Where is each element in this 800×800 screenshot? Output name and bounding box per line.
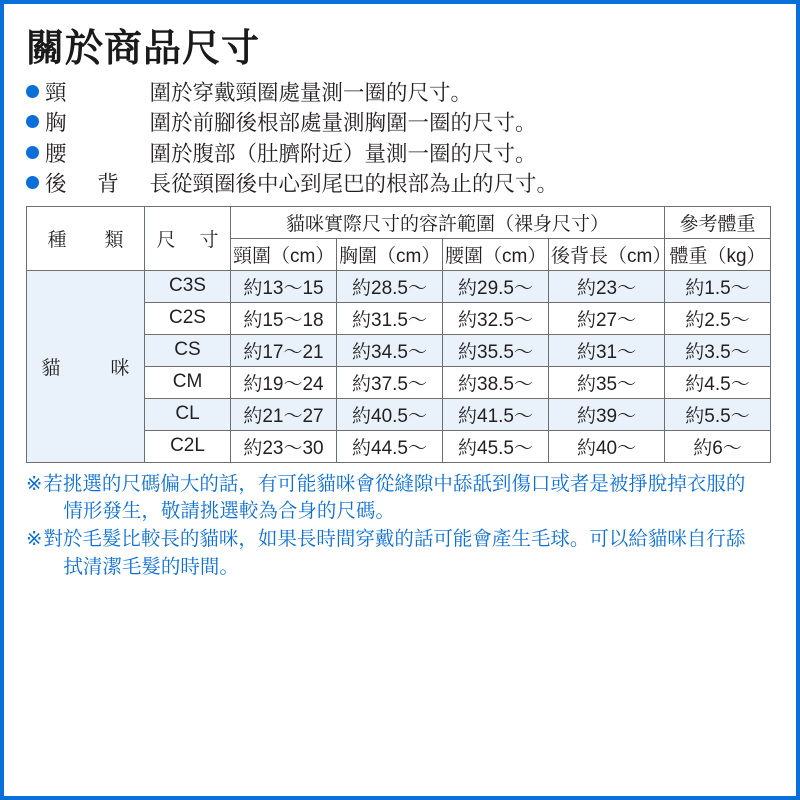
cell-neck: 約23～30: [231, 430, 337, 462]
cell-neck: 約13～15: [231, 270, 337, 302]
cell-waist: 約38.5～: [443, 366, 549, 398]
header-group-weight: 參考體重: [665, 206, 771, 238]
cell-neck: 約17～21: [231, 334, 337, 366]
term-back-length-desc: 從頸圈後中心到尾巴的根部為止的尺寸。: [171, 172, 559, 197]
size-table: [26, 206, 771, 463]
note-line-2: 拭清潔毛髮的時間。: [63, 555, 239, 578]
cell-waist: 約45.5～: [443, 430, 549, 462]
list-item: [26, 169, 778, 200]
cell-chest: 約44.5～: [337, 430, 443, 462]
page-inner: [4, 4, 796, 796]
header-back-length: 後背長（cm）: [549, 238, 665, 270]
cell-chest: 約34.5～: [337, 334, 443, 366]
term-chest-desc: 於前腳後根部處量測胸圍一圈的尺寸。: [171, 111, 537, 136]
table-row: [27, 270, 771, 302]
bullet-dot-icon: [26, 176, 39, 189]
cell-waist: 約29.5～: [443, 270, 549, 302]
list-item: [26, 139, 778, 170]
term-back-length: 後 背 長: [45, 172, 171, 197]
term-waist: 腰 圍: [45, 141, 171, 166]
cell-chest: 約40.5～: [337, 398, 443, 430]
cell-back-length: 約39～: [549, 398, 665, 430]
notes-section: [26, 471, 778, 582]
bullet-dot-icon: [26, 146, 39, 159]
bullet-dot-icon: [26, 85, 39, 98]
list-item: [26, 78, 778, 109]
cell-back-length: 約31～: [549, 334, 665, 366]
cell-size-code: CS: [145, 334, 231, 366]
cell-neck: 約19～24: [231, 366, 337, 398]
cell-back-length: 約27～: [549, 302, 665, 334]
cell-back-length: 約40～: [549, 430, 665, 462]
note-item: [26, 471, 778, 526]
cell-size-code: C3S: [145, 270, 231, 302]
cell-chest: 約31.5～: [337, 302, 443, 334]
header-chest: 胸圍（cm）: [337, 238, 443, 270]
note-text: [43, 526, 745, 581]
note-mark: ※: [26, 528, 43, 551]
term-neck: 頸 圍: [45, 80, 171, 105]
cell-neck: 約21～27: [231, 398, 337, 430]
cell-waist: 約35.5～: [443, 334, 549, 366]
cell-weight: 約3.5～: [665, 334, 771, 366]
note-line-1: 若挑選的尺碼偏大的話，有可能貓咪會從縫隙中舔舐到傷口或者是被掙脫掉衣服的: [43, 472, 746, 495]
cell-size-code: CM: [145, 366, 231, 398]
cell-size-code: C2S: [145, 302, 231, 334]
note-text: [43, 471, 745, 526]
cell-back-length: 約23～: [549, 270, 665, 302]
cell-waist: 約32.5～: [443, 302, 549, 334]
cell-size-code: C2L: [145, 430, 231, 462]
note-mark: ※: [26, 472, 43, 495]
note-line-2: 情形發生，敬請挑選較為合身的尺碼。: [63, 500, 395, 523]
cell-weight: 約4.5～: [665, 366, 771, 398]
term-neck-desc: 於穿戴頸圈處量測一圈的尺寸。: [171, 80, 473, 105]
header-size: 尺 寸: [145, 206, 231, 270]
term-waist-desc: 於腹部（肚臍附近）量測一圈的尺寸。: [171, 141, 537, 166]
cell-waist: 約41.5～: [443, 398, 549, 430]
header-category: 種 類: [27, 206, 145, 270]
term-chest: 胸 圍: [45, 111, 171, 136]
cell-chest: 約28.5～: [337, 270, 443, 302]
cell-size-code: CL: [145, 398, 231, 430]
definition-list: [26, 78, 778, 200]
cell-weight: 約5.5～: [665, 398, 771, 430]
header-weight: 體重（kg）: [665, 238, 771, 270]
cell-category-cat: 貓 咪: [27, 270, 145, 462]
note-item: [26, 526, 778, 581]
cell-weight: 約2.5～: [665, 302, 771, 334]
header-group-measurements: 貓咪實際尺寸的容許範圍（裸身尺寸）: [231, 206, 665, 238]
note-line-1: 對於毛髮比較長的貓咪，如果長時間穿戴的話可能會產生毛球。可以給貓咪自行舔: [43, 528, 746, 551]
cell-chest: 約37.5～: [337, 366, 443, 398]
cell-weight: 約1.5～: [665, 270, 771, 302]
page-title: 關於商品尺寸: [26, 28, 261, 70]
bullet-dot-icon: [26, 115, 39, 128]
header-waist: 腰圍（cm）: [443, 238, 549, 270]
table-header-row-1: [27, 206, 771, 238]
cell-neck: 約15～18: [231, 302, 337, 334]
header-neck: 頸圍（cm）: [231, 238, 337, 270]
list-item: [26, 108, 778, 139]
cell-back-length: 約35～: [549, 366, 665, 398]
cell-weight: 約6～: [665, 430, 771, 462]
